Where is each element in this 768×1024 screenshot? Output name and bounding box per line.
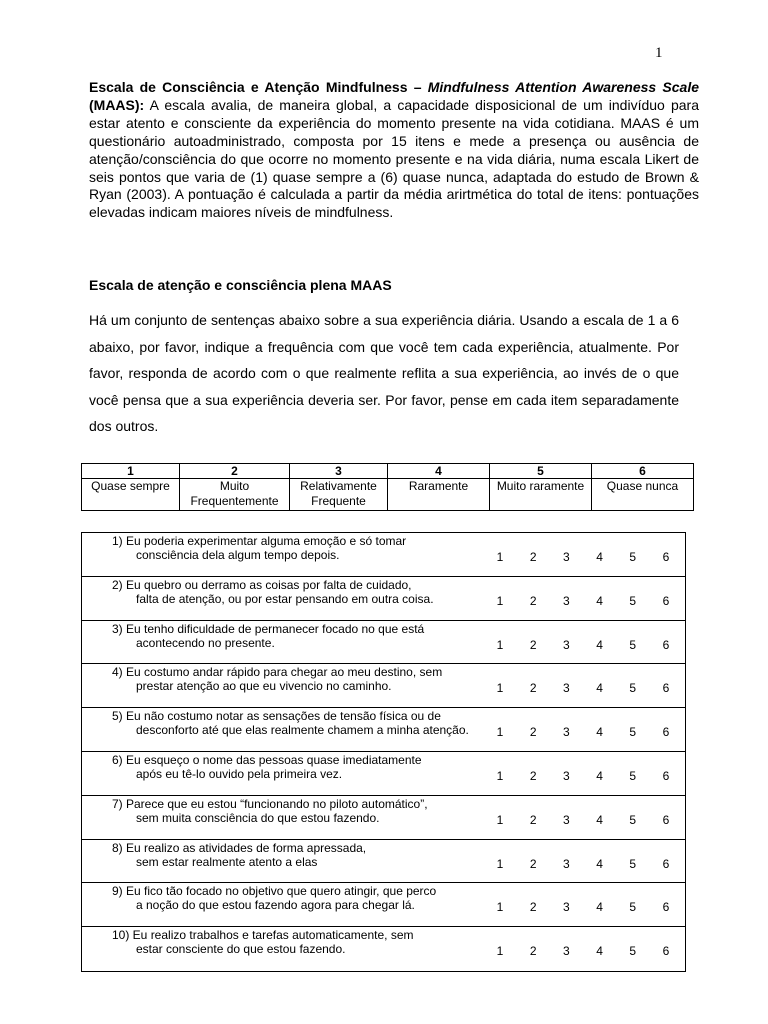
- item-text-line: 1) Eu poderia experimentar alguma emoção e só tomar: [112, 534, 407, 548]
- item-text-line: 10) Eu realizo trabalhos e tarefas automaticamente, sem: [112, 928, 414, 943]
- intro-title-english: Mindfulness Attention Awareness Scale: [427, 79, 699, 95]
- rating-option[interactable]: 4: [596, 637, 603, 652]
- intro-paragraph: [89, 79, 699, 222]
- item-text: [112, 665, 492, 693]
- rating-option[interactable]: 6: [662, 725, 670, 740]
- rating-option[interactable]: 3: [563, 812, 570, 827]
- item-text-line: acontecendo no presente.: [136, 635, 275, 650]
- rating-option[interactable]: 2: [529, 812, 537, 827]
- rating-option[interactable]: 2: [529, 593, 537, 608]
- item-text-line: 5) Eu não costumo notar as sensações de tensão física ou de: [112, 709, 441, 724]
- item-rating-options: [490, 813, 676, 827]
- page-number: 1: [655, 45, 663, 61]
- rating-option[interactable]: 6: [662, 550, 670, 564]
- item-text-line: após eu tê-lo ouvido pela primeira vez.: [136, 766, 343, 781]
- item-text-line: sem muita consciência do que estou fazendo.: [136, 810, 380, 825]
- item-text-line: sem estar realmente atento a elas: [136, 854, 318, 869]
- scale-number: 3: [290, 464, 388, 479]
- item-text-line: 6) Eu esqueço o nome das pessoas quase imediatamente: [112, 752, 422, 767]
- item-rating-options: [490, 769, 676, 783]
- rating-option[interactable]: 5: [629, 593, 637, 608]
- scale-number: 2: [180, 464, 290, 479]
- item-rating-options: [490, 900, 676, 914]
- item-text-line: 9) Eu fico tão focado no objetivo que quero atingir, que perco: [112, 884, 437, 899]
- rating-option[interactable]: 3: [563, 550, 570, 564]
- rating-option[interactable]: 2: [529, 900, 537, 915]
- rating-option[interactable]: 4: [596, 944, 603, 959]
- questionnaire-item-row: [82, 533, 685, 577]
- questionnaire-item-row: [82, 664, 685, 708]
- rating-option[interactable]: 6: [662, 856, 670, 871]
- likert-scale-table: [81, 463, 694, 511]
- scale-label: Relativamente Frequente: [290, 479, 388, 511]
- questionnaire-item-row: [82, 752, 685, 796]
- item-text: [112, 884, 492, 912]
- item-rating-options: [490, 638, 676, 652]
- item-text-line: 8) Eu realizo as atividades de forma apressada,: [112, 840, 367, 855]
- rating-option[interactable]: 4: [596, 593, 603, 608]
- item-text-line: 3) Eu tenho dificuldade de permanecer focado no que está: [112, 621, 425, 636]
- rating-option[interactable]: 1: [496, 944, 504, 959]
- scale-number: 5: [490, 464, 592, 479]
- questionnaire-item-row: [82, 840, 685, 884]
- rating-option[interactable]: 5: [629, 768, 637, 783]
- item-text: [112, 753, 492, 781]
- item-text: [112, 709, 492, 737]
- rating-option[interactable]: 2: [529, 550, 537, 564]
- item-text-line: falta de atenção, ou por estar pensando em outra coisa.: [136, 591, 434, 606]
- item-text: [112, 841, 492, 869]
- questionnaire-item-row: [82, 708, 685, 752]
- item-text-line: 4) Eu costumo andar rápido para chegar ao meu destino, sem: [112, 665, 443, 680]
- questionnaire-item-row: [82, 796, 685, 840]
- rating-option[interactable]: 1: [496, 725, 504, 740]
- rating-option[interactable]: 1: [496, 681, 504, 696]
- rating-option[interactable]: 3: [563, 856, 570, 871]
- item-rating-options: [490, 550, 676, 564]
- rating-option[interactable]: 3: [563, 725, 570, 740]
- rating-option[interactable]: 6: [662, 768, 670, 783]
- item-text: [112, 797, 492, 825]
- intro-title: Escala de Consciência e Atenção Mindfulness –: [89, 79, 428, 95]
- item-text-line: consciência dela algum tempo depois.: [136, 548, 340, 562]
- rating-option[interactable]: 5: [629, 900, 637, 915]
- rating-option[interactable]: 4: [596, 550, 603, 564]
- item-text: [112, 578, 492, 606]
- rating-option[interactable]: 6: [662, 944, 670, 959]
- scale-label: Muito Frequentemente: [180, 479, 290, 511]
- rating-option[interactable]: 3: [563, 681, 570, 696]
- rating-option[interactable]: 4: [596, 812, 603, 827]
- item-rating-options: [490, 681, 676, 695]
- rating-option[interactable]: 6: [662, 681, 670, 696]
- rating-option[interactable]: 1: [496, 550, 504, 564]
- item-rating-options: [490, 857, 676, 871]
- item-rating-options: [490, 594, 676, 608]
- rating-option[interactable]: 5: [629, 637, 637, 652]
- rating-option[interactable]: 6: [662, 593, 670, 608]
- intro-title-abbr: (MAAS):: [89, 96, 145, 113]
- rating-option[interactable]: 3: [563, 944, 570, 959]
- rating-option[interactable]: 3: [563, 593, 570, 608]
- questionnaire-item-row: [82, 883, 685, 927]
- item-rating-options: [490, 944, 676, 958]
- item-text-line: estar consciente do que estou fazendo.: [136, 942, 346, 957]
- rating-option[interactable]: 3: [563, 637, 570, 652]
- rating-option[interactable]: 2: [529, 944, 537, 959]
- rating-option[interactable]: 1: [496, 637, 504, 652]
- questionnaire-item-row: [82, 577, 685, 621]
- rating-option[interactable]: 2: [529, 681, 537, 696]
- rating-option[interactable]: 3: [563, 900, 570, 915]
- rating-option[interactable]: 5: [629, 725, 637, 740]
- item-text-line: 7) Parece que eu estou “funcionando no piloto automático”,: [112, 796, 428, 811]
- section-title: Escala de atenção e consciência plena MAAS: [89, 277, 392, 293]
- rating-option[interactable]: 1: [496, 856, 504, 871]
- questionnaire-items: [81, 532, 686, 972]
- questionnaire-item-row: [82, 927, 685, 971]
- rating-option[interactable]: 2: [529, 637, 537, 652]
- rating-option[interactable]: 2: [529, 725, 537, 740]
- item-text: [112, 534, 492, 562]
- rating-option[interactable]: 4: [596, 725, 603, 740]
- rating-option[interactable]: 6: [662, 900, 670, 915]
- instructions-paragraph: Há um conjunto de sentenças abaixo sobre a sua experiência diária. Usando a escala de 1 a 6 abaixo, por favor, indique a frequência com que você tem cada experiência, atualmente. Por favor, responda de acordo com o que realmente reflita a sua experiência, ao invés de o que você pensa que a sua experiência deveria ser. Por favor, pense em cada item separadamente dos outros.: [89, 312, 679, 434]
- rating-option[interactable]: 1: [496, 593, 504, 608]
- rating-option[interactable]: 1: [496, 768, 504, 783]
- item-text-line: a noção do que estou fazendo agora para chegar lá.: [136, 898, 415, 913]
- rating-option[interactable]: 5: [629, 550, 637, 564]
- rating-option[interactable]: 4: [596, 768, 603, 783]
- rating-option[interactable]: 6: [662, 637, 670, 652]
- questionnaire-item-row: [82, 621, 685, 665]
- rating-option[interactable]: 5: [629, 856, 637, 871]
- rating-option[interactable]: 6: [662, 812, 670, 827]
- scale-label: Muito raramente: [490, 479, 592, 511]
- intro-body: A escala avalia, de maneira global, a capacidade disposicional de um indivíduo para estar atento e consciente da experiência do momento presente na vida cotidiana. MAAS é um questionário autoadministrado, composta por 15 itens e mede a presença ou ausência de atenção/consciência do que ocorre no momento presente e na vida diária, numa escala Likert de seis pontos que varia de (1) quase sempre a (6) quase nunca, adaptada do estudo de Brown & Ryan (2003). A pontuação é calculada a partir da média arirtmética do total de itens: pontuações elevadas indicam maiores níveis de mindfulness.: [89, 96, 699, 221]
- rating-option[interactable]: 4: [596, 900, 603, 915]
- rating-option[interactable]: 5: [629, 812, 637, 827]
- scale-label: Quase sempre: [82, 479, 180, 511]
- item-text-line: desconforto até que elas realmente chamem a minha atenção.: [136, 723, 469, 738]
- scale-number: 1: [82, 464, 180, 479]
- scale-number: 6: [592, 464, 694, 479]
- rating-option[interactable]: 5: [629, 944, 637, 959]
- scale-label: Raramente: [388, 479, 490, 511]
- rating-option[interactable]: 4: [596, 856, 603, 871]
- item-rating-options: [490, 725, 676, 739]
- rating-option[interactable]: 2: [529, 768, 537, 783]
- rating-option[interactable]: 2: [529, 856, 537, 871]
- scale-number: 4: [388, 464, 490, 479]
- item-text: [112, 928, 492, 956]
- item-text: [112, 622, 492, 650]
- rating-option[interactable]: 4: [596, 681, 603, 696]
- item-text-line: 2) Eu quebro ou derramo as coisas por falta de cuidado,: [112, 577, 412, 592]
- rating-option[interactable]: 1: [496, 900, 504, 915]
- rating-option[interactable]: 1: [496, 812, 504, 827]
- scale-label: Quase nunca: [592, 479, 694, 511]
- rating-option[interactable]: 5: [629, 681, 637, 696]
- rating-option[interactable]: 3: [563, 768, 570, 783]
- item-text-line: prestar atenção ao que eu vivencio no caminho.: [136, 679, 392, 694]
